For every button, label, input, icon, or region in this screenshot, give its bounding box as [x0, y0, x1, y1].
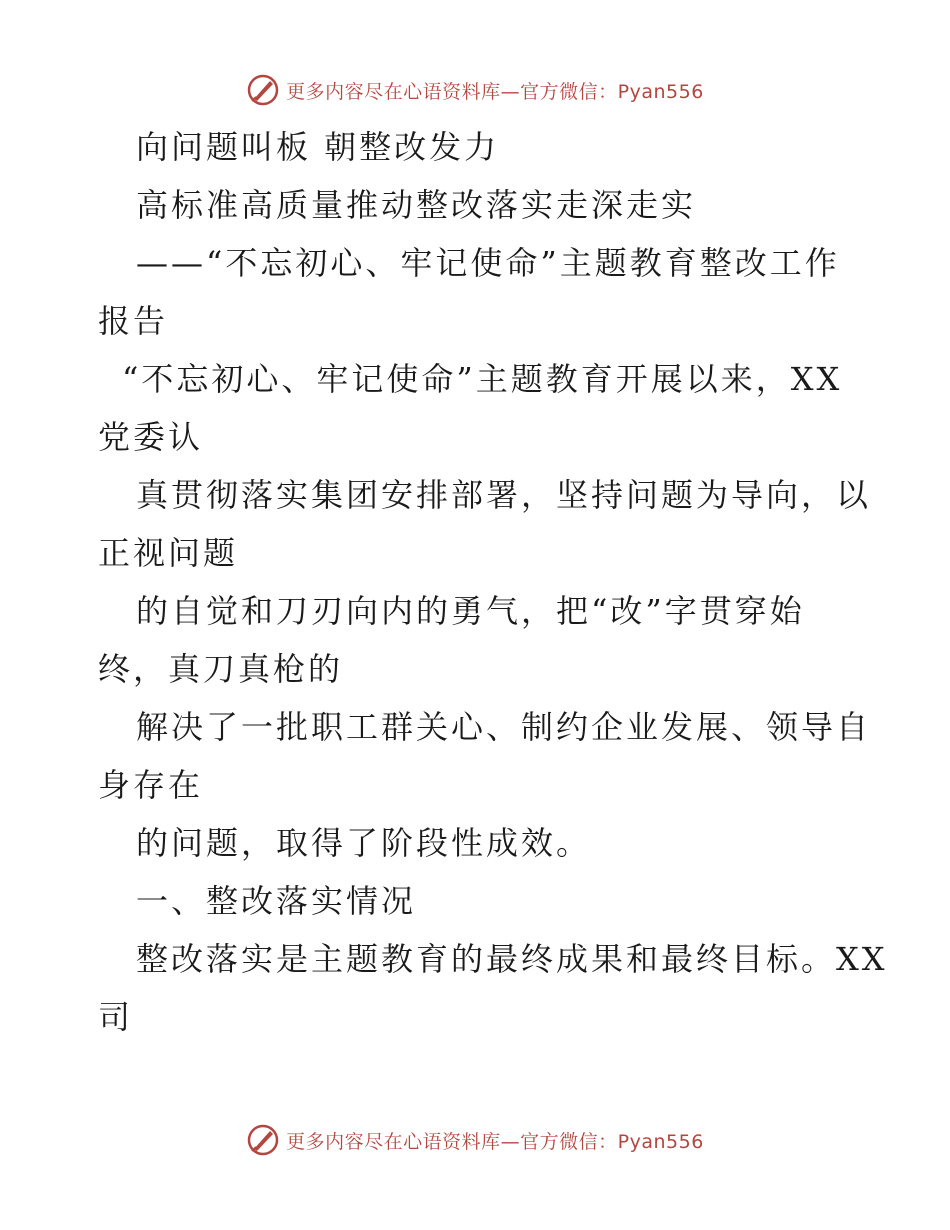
header-watermark — [0, 70, 950, 110]
paragraph-line: “不忘初心、牢记使命”主题教育开展以来，XX — [122, 360, 843, 398]
paragraph-line: 正视问题 — [98, 534, 239, 572]
quill-seal-icon — [246, 1123, 280, 1157]
document-body — [98, 118, 888, 1046]
quill-seal-icon — [246, 73, 280, 107]
paragraph-line: 司 — [98, 998, 134, 1036]
section-heading: 一、整改落实情况 — [136, 882, 417, 920]
paragraph-line: 身存在 — [98, 766, 204, 804]
document-subtitle-line: ——“不忘初心、牢记使命”主题教育整改工作 — [136, 244, 840, 282]
watermark-text: 更多内容尽在心语资料库—官方微信：Pyan556 — [286, 80, 704, 103]
document-title: 向问题叫板 朝整改发力 — [136, 128, 500, 166]
document-subtitle: 高标准高质量推动整改落实走深走实 — [136, 186, 697, 224]
paragraph-line: 的自觉和刀刃向内的勇气，把“改”字贯穿始 — [136, 592, 805, 630]
footer-watermark — [0, 1120, 950, 1160]
paragraph-line: 整改落实是主题教育的最终成果和最终目标。XX — [136, 940, 888, 978]
watermark-text: 更多内容尽在心语资料库—官方微信：Pyan556 — [286, 1130, 704, 1153]
paragraph-line: 解决了一批职工群关心、制约企业发展、领导自 — [136, 708, 872, 746]
paragraph-line: 的问题，取得了阶段性成效。 — [136, 824, 592, 862]
document-subtitle-line: 报告 — [98, 302, 169, 340]
paragraph-line: 党委认 — [98, 418, 204, 456]
paragraph-line: 真贯彻落实集团安排部署，坚持问题为导向，以 — [136, 476, 872, 514]
paragraph-line: 终，真刀真枪的 — [98, 650, 344, 688]
